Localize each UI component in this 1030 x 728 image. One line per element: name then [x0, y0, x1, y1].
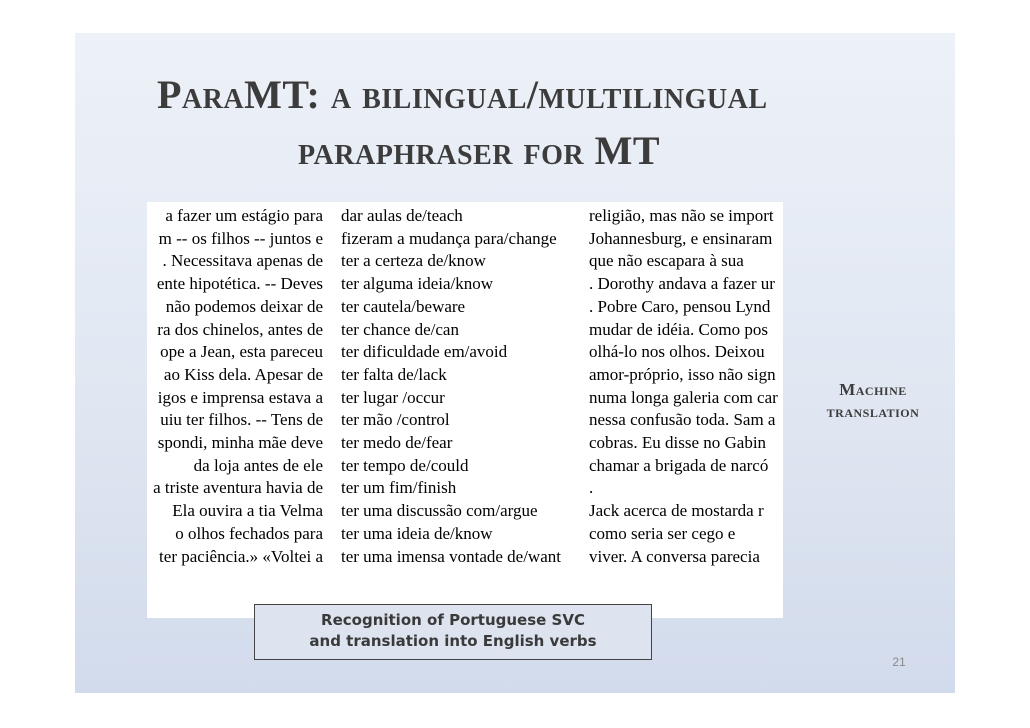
keyword-translation: dar aulas de/teach: [341, 206, 463, 225]
side-label-line-2: translation: [826, 402, 920, 421]
keyword-translation: ter mão /control: [341, 410, 450, 430]
side-label: [798, 379, 948, 423]
left-context: [147, 546, 323, 568]
keyword-translation: ter uma imensa vontade de/want: [341, 546, 561, 566]
right-context: Jack acerca de mostarda r: [589, 501, 764, 521]
concordance-row: [147, 319, 783, 341]
left-context-text: não podemos deixar de: [165, 296, 323, 316]
right-context: olhá-lo nos olhos. Deixou: [589, 342, 765, 362]
concordance-row: [147, 296, 783, 318]
concordance-row: [147, 364, 783, 386]
keyword-translation: ter cautela/beware: [341, 296, 466, 316]
left-context: [147, 500, 323, 522]
concordance-table: [147, 202, 783, 618]
left-context-text: a triste aventura havia de: [153, 478, 323, 498]
left-context: [147, 250, 323, 272]
left-context: [147, 273, 323, 295]
right-context: chamar a brigada de narcó: [589, 455, 769, 475]
right-context: . Pobre Caro, pensou Lynd: [589, 296, 771, 316]
right-context: mudar de idéia. Como pos: [589, 319, 768, 339]
left-context-text: o olhos fechados para: [175, 523, 323, 543]
keyword-translation: fizeram a mudança para/change: [341, 228, 557, 248]
left-context-text: ope a Jean, esta pareceu: [160, 342, 323, 362]
keyword-translation: ter um fim/finish: [341, 478, 457, 498]
concordance-row: [147, 228, 783, 250]
left-context: [147, 228, 323, 250]
keyword-translation: ter uma discussão com/argue: [341, 501, 538, 521]
right-context: . Dorothy andava a fazer ur: [589, 274, 775, 294]
right-context: religião, mas não se import: [589, 206, 774, 225]
left-context: [147, 364, 323, 386]
concordance-row: [147, 341, 783, 363]
callout-line-2: and translation into English verbs: [309, 632, 597, 650]
right-context: como seria ser cego e: [589, 523, 736, 543]
left-context-text: m -- os filhos -- juntos e: [158, 228, 323, 248]
right-context: amor-próprio, isso não sign: [589, 364, 776, 384]
left-context: [147, 432, 323, 454]
concordance-row: [147, 409, 783, 431]
concordance-row: [147, 546, 783, 568]
keyword-translation: ter dificuldade em/avoid: [341, 342, 508, 362]
concordance-row: [147, 205, 783, 227]
keyword-translation: ter a certeza de/know: [341, 251, 486, 271]
side-label-line-1: Machine: [839, 380, 907, 399]
concordance-row: [147, 477, 783, 499]
concordance-row: [147, 432, 783, 454]
concordance-row: [147, 500, 783, 522]
right-context: cobras. Eu disse no Gabin: [589, 433, 767, 452]
left-context-text: spondi, minha mãe deve: [157, 433, 323, 452]
left-context-text: uiu ter filhos. -- Tens de: [160, 410, 323, 430]
concordance-row: [147, 273, 783, 295]
left-context: [147, 409, 323, 431]
keyword-translation: ter medo de/fear: [341, 433, 453, 452]
left-context: [147, 387, 323, 409]
right-context: .: [589, 478, 594, 498]
keyword-translation: ter tempo de/could: [341, 455, 469, 475]
left-context: [147, 477, 323, 499]
left-context: [147, 319, 323, 341]
left-context-text: igos e imprensa estava a: [157, 387, 323, 407]
left-context: [147, 523, 323, 545]
left-context: [147, 455, 323, 477]
left-context-text: ente hipotética. -- Deves: [156, 274, 323, 294]
left-context-text: ao Kiss dela. Apesar de: [163, 364, 323, 384]
concordance-row: [147, 250, 783, 272]
concordance-row: [147, 387, 783, 409]
callout-line-1: Recognition of Portuguese SVC: [321, 611, 585, 629]
title-line-2: paraphraser for MT: [298, 128, 661, 173]
left-context-text: da loja antes de ele: [193, 455, 323, 475]
keyword-translation: ter falta de/lack: [341, 364, 447, 384]
left-context-text: Ela ouvira a tia Velma: [172, 501, 323, 521]
slide-title: [75, 67, 955, 179]
concordance-row: [147, 523, 783, 545]
left-context-text: ter paciência.» «Voltei a: [159, 546, 323, 566]
title-line-1: ParaMT: a bilingual/multilingual: [157, 72, 768, 117]
keyword-translation: ter lugar /occur: [341, 387, 445, 407]
slide: [75, 33, 955, 693]
left-context-text: ra dos chinelos, antes de: [157, 319, 323, 339]
page-number: 21: [892, 655, 906, 669]
right-context: que não escapara à sua: [589, 251, 744, 271]
right-context: viver. A conversa parecia: [589, 546, 760, 566]
left-context: [147, 296, 323, 318]
left-context-text: a fazer um estágio para: [165, 206, 323, 225]
left-context: [147, 205, 323, 227]
callout-box: [254, 604, 652, 660]
left-context: [147, 341, 323, 363]
right-context: nessa confusão toda. Sam a: [589, 410, 776, 430]
keyword-translation: ter alguma ideia/know: [341, 274, 494, 294]
keyword-translation: ter uma ideia de/know: [341, 523, 493, 543]
keyword-translation: ter chance de/can: [341, 319, 459, 339]
right-context: numa longa galeria com car: [589, 387, 778, 407]
concordance-row: [147, 455, 783, 477]
left-context-text: . Necessitava apenas de: [162, 251, 323, 271]
right-context: Johannesburg, e ensinaram: [589, 228, 773, 248]
